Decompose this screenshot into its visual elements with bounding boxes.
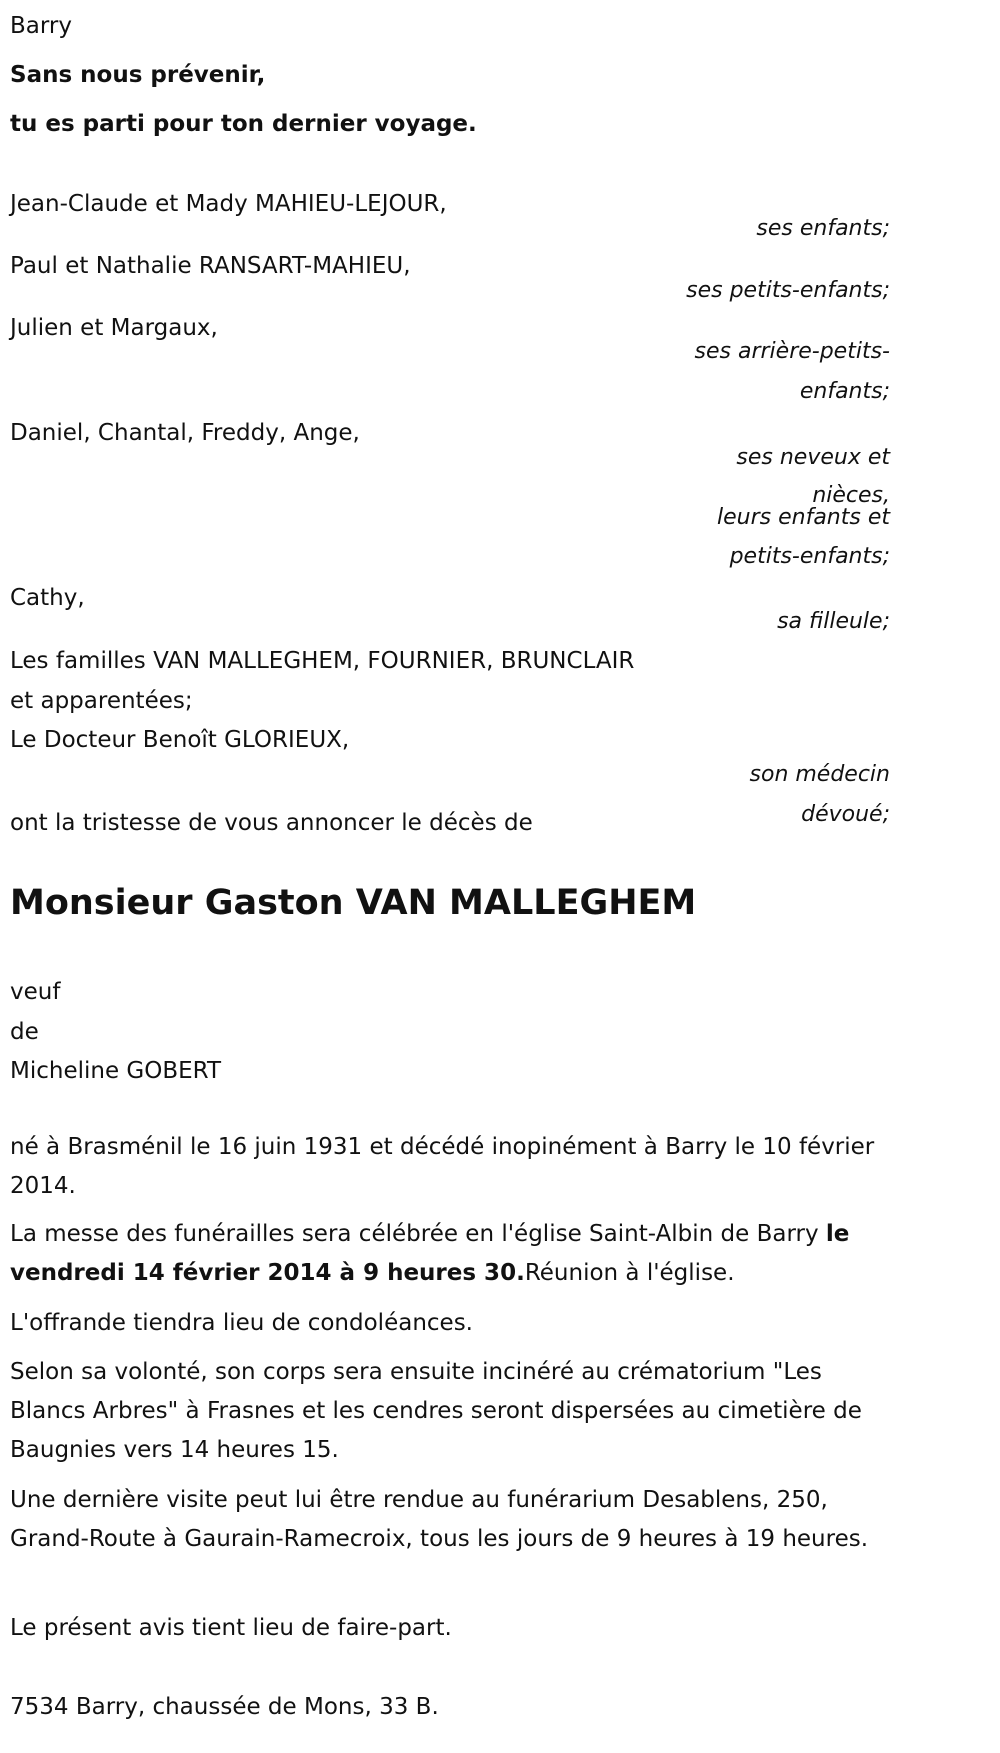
verse-line-2: tu es parti pour ton dernier voyage.	[10, 111, 477, 137]
mass-paragraph	[10, 1215, 890, 1293]
family-names-families-line2: et apparentées;	[10, 688, 193, 714]
family-relation-nephews-line2: nièces,	[812, 483, 890, 508]
visit-paragraph: Une dernière visite peut lui être rendue au funérarium Desablens, 250, Grand-Route à Gaurain-Ramecroix, tous les jours de 9 heures à 19 heures.	[10, 1487, 869, 1552]
family-names-goddaughter: Cathy,	[10, 585, 85, 611]
offering-paragraph: L'offrande tiendra lieu de condoléances.	[10, 1310, 473, 1336]
family-relation-nephews-line3: leurs enfants et	[717, 505, 890, 530]
deceased-name: Monsieur Gaston VAN MALLEGHEM	[10, 883, 697, 923]
announcement-text: ont la tristesse de vous annoncer le décès de	[10, 810, 533, 836]
family-names-grandchildren: Paul et Nathalie RANSART-MAHIEU,	[10, 253, 411, 279]
family-names-families-line1: Les familles VAN MALLEGHEM, FOURNIER, BRUNCLAIR	[10, 648, 635, 674]
family-relation-great-grandchildren-line2: enfants;	[799, 379, 890, 404]
family-relation-grandchildren: ses petits-enfants;	[686, 278, 890, 303]
address-text: 7534 Barry, chaussée de Mons, 33 B.	[10, 1694, 439, 1720]
notice-paragraph: Le présent avis tient lieu de faire-part.	[10, 1615, 452, 1641]
family-names-children: Jean-Claude et Mady MAHIEU-LEJOUR,	[10, 191, 447, 217]
family-relation-great-grandchildren-line1: ses arrière-petits-	[694, 339, 890, 364]
family-relation-goddaughter: sa filleule;	[777, 609, 890, 634]
widow-line-3: Micheline GOBERT	[10, 1058, 222, 1084]
family-relation-nephews-line4: petits-enfants;	[729, 544, 890, 569]
cremation-paragraph: Selon sa volonté, son corps sera ensuite incinéré au crématorium "Les Blancs Arbres" à Frasnes et les cendres seront dispersées au cimetière de Baugnies vers 14 heures 15.	[10, 1359, 862, 1463]
widow-line-2: de	[10, 1019, 39, 1045]
mass-meeting: Réunion à l'église.	[524, 1260, 735, 1286]
family-names-great-grandchildren: Julien et Margaux,	[10, 315, 218, 341]
family-relation-children: ses enfants;	[756, 216, 890, 241]
verse-line-1: Sans nous prévenir,	[10, 62, 266, 88]
location-heading: Barry	[10, 13, 72, 39]
family-relation-doctor-line1: son médecin	[749, 762, 890, 787]
widow-line-1: veuf	[10, 979, 61, 1005]
birth-death-paragraph: né à Brasménil le 16 juin 1931 et décédé inopinément à Barry le 10 février 2014.	[10, 1134, 875, 1199]
mass-text: La messe des funérailles sera célébrée en l'église Saint-Albin de Barry	[10, 1221, 826, 1247]
family-names-nephews: Daniel, Chantal, Freddy, Ange,	[10, 420, 360, 446]
family-relation-doctor-line2: dévoué;	[801, 802, 890, 827]
mass-date: le vendredi 14 février 2014 à 9 heures 30.	[10, 1221, 850, 1286]
family-relation-nephews-line1: ses neveux et	[736, 445, 890, 470]
family-names-doctor: Le Docteur Benoît GLORIEUX,	[10, 727, 350, 753]
